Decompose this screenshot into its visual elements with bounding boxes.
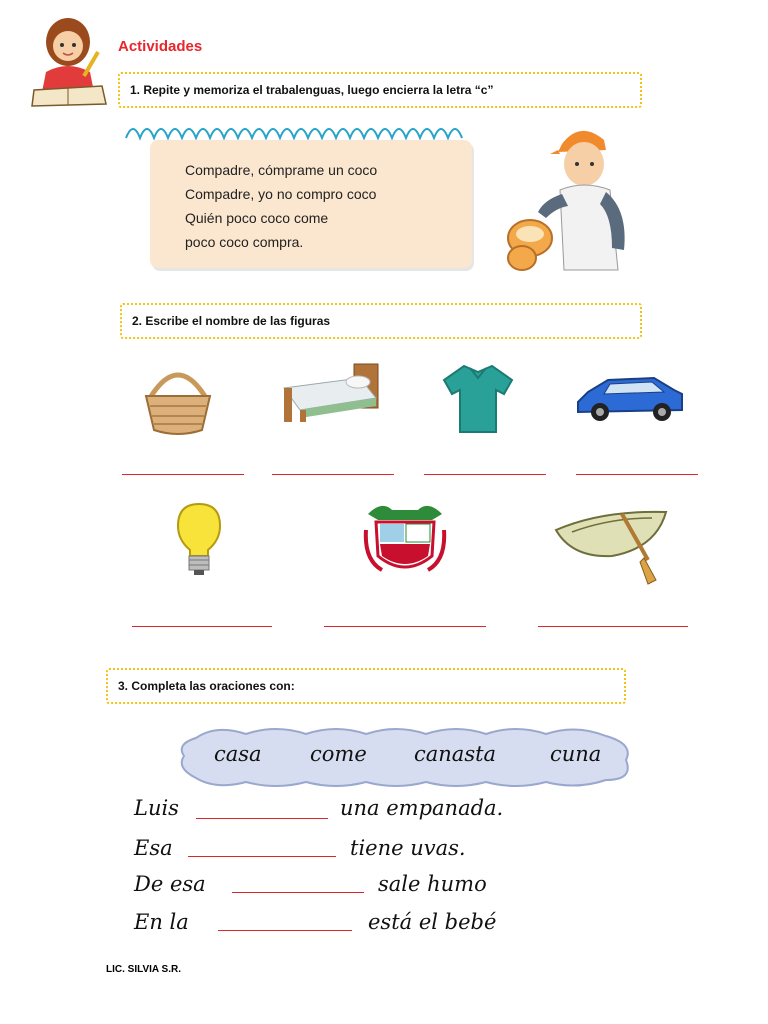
answer-line[interactable] <box>122 474 244 475</box>
car-icon <box>574 372 686 424</box>
word-bank-item: casa <box>214 742 262 766</box>
question-1-box <box>118 72 642 108</box>
twister-line: Compadre, yo no compro coco <box>185 186 377 202</box>
twister-line: Compadre, cómprame un coco <box>185 162 378 178</box>
twister-line: Quién poco coco come <box>185 210 329 226</box>
answer-line[interactable] <box>538 626 688 627</box>
bulb-icon <box>174 500 224 578</box>
twister-line: poco coco compra. <box>185 234 304 250</box>
answer-line[interactable] <box>132 626 272 627</box>
sentence-start: De esa <box>134 872 206 896</box>
question-3-text: 3. Completa las oraciones con: <box>118 679 295 693</box>
boat-icon <box>552 500 672 586</box>
sentence-end: está el bebé <box>368 910 497 934</box>
bed-icon <box>280 358 384 424</box>
boy-with-coconut-icon <box>500 120 640 280</box>
answer-line[interactable] <box>324 626 486 627</box>
sentence-end: tiene uvas. <box>350 836 466 860</box>
sentence-start: Luis <box>134 796 179 820</box>
answer-line[interactable] <box>272 474 394 475</box>
sentence-blank[interactable] <box>218 930 352 931</box>
shirt-icon <box>440 360 516 436</box>
answer-line[interactable] <box>576 474 698 475</box>
coat-of-arms-icon <box>362 500 448 580</box>
sentence-blank[interactable] <box>232 892 364 893</box>
sentence-start: En la <box>134 910 189 934</box>
sentence-blank[interactable] <box>196 818 328 819</box>
basket-icon <box>140 362 216 436</box>
word-bank-item: cuna <box>550 742 602 766</box>
page-title: Actividades <box>118 38 203 55</box>
question-1-text: 1. Repite y memoriza el trabalenguas, luego encierra la letra “c” <box>130 83 494 97</box>
question-2-text: 2. Escribe el nombre de las figuras <box>132 314 331 328</box>
sentence-start: Esa <box>134 836 173 860</box>
sentence-end: sale humo <box>378 872 487 896</box>
tongue-twister-note <box>150 140 472 268</box>
footer-author: LIC. SILVIA S.R. <box>106 964 182 975</box>
girl-writing-icon <box>28 12 108 108</box>
answer-line[interactable] <box>424 474 546 475</box>
question-3-box <box>106 668 626 704</box>
sentence-blank[interactable] <box>188 856 336 857</box>
sentence-end: una empanada. <box>340 796 504 820</box>
word-bank-item: come <box>310 742 367 766</box>
question-2-box <box>120 303 642 339</box>
word-bank-item: canasta <box>414 742 497 766</box>
